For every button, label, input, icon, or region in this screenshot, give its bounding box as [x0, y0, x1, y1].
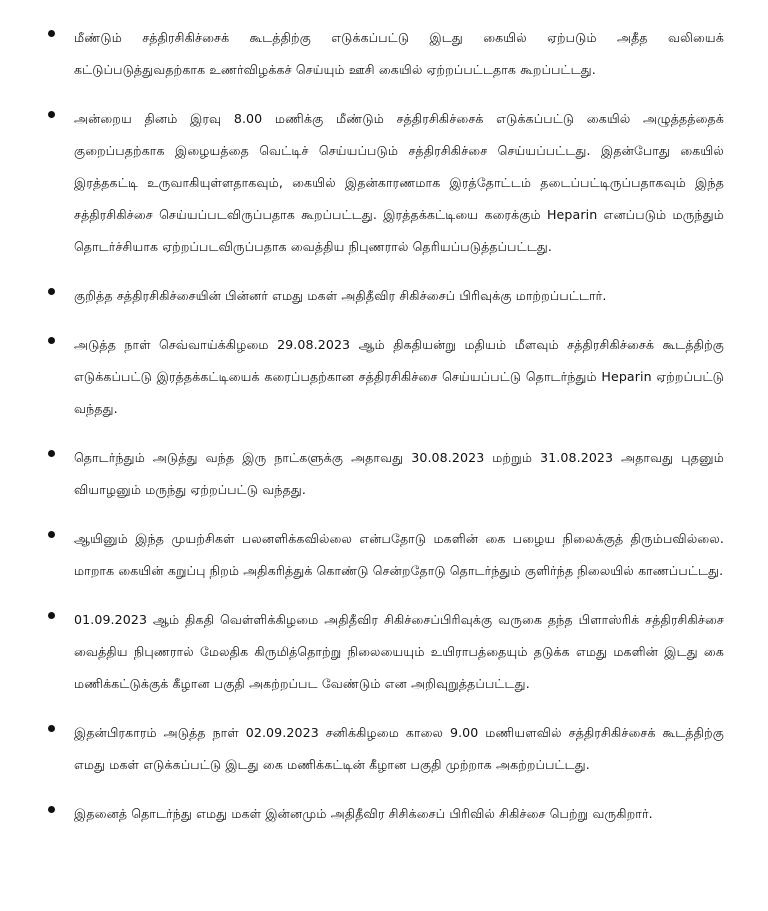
- paragraph-text: 01.09.2023 ஆம் திகதி வெள்ளிக்கிழமை அதிதீவிர சிகிச்சைப்பிரிவுக்கு வருகை தந்த பிளாஸ்ரிக் சத்திரசிகிச்சை வைத்திய நிபுணரால் மேலதிக கிருமித்தொற்று நிலையையும் உயிராபத்தையும் தடுக்க எமது மகளின் இடது கை மணிக்கட்டுக்குக் கீழான பகுதி அகற்றப்பட வேண்டும் என அறிவுறுத்தப்பட்டது.: [74, 612, 724, 691]
- list-item: [44, 280, 724, 312]
- bullet-icon: [48, 612, 55, 619]
- paragraph-text: இதன்பிரகாரம் அடுத்த நாள் 02.09.2023 சனிக்கிழமை காலை 9.00 மணியளவில் சத்திரசிகிச்சைக் கூடத்திற்கு எமது மகள் எடுக்கப்பட்டு இடது கை மணிக்கட்டின் கீழான பகுதி முற்றாக அகற்றப்பட்டது.: [74, 725, 724, 772]
- list-item: [44, 717, 724, 781]
- list-item: [44, 103, 724, 263]
- bullet-icon: [48, 337, 55, 344]
- paragraph-text: மீண்டும் சத்திரசிகிச்சைக் கூடத்திற்கு எடுக்கப்பட்டு இடது கையில் ஏற்படும் அதீத வலியைக் கட்டுப்படுத்துவதற்காக உணர்விழக்கச் செய்யும் ஊசி கையில் ஏற்றப்பட்டதாக கூறப்பட்டது.: [74, 30, 724, 77]
- list-item: [44, 329, 724, 425]
- paragraph-text: குறித்த சத்திரசிகிச்சையின் பின்னர் எமது மகள் அதிதீவிர சிகிச்சைப் பிரிவுக்கு மாற்றப்பட்டார்.: [74, 288, 607, 303]
- bullet-icon: [48, 30, 55, 37]
- bullet-list: [44, 22, 724, 830]
- bullet-icon: [48, 531, 55, 538]
- paragraph-text: தொடர்ந்தும் அடுத்து வந்த இரு நாட்களுக்கு அதாவது 30.08.2023 மற்றும் 31.08.2023 அதாவது புதனும் வியாழனும் மருந்து ஏற்றப்பட்டு வந்தது.: [74, 450, 724, 497]
- paragraph-text: ஆயினும் இந்த முயற்சிகள் பலனளிக்கவில்லை என்பதோடு மகளின் கை பழைய நிலைக்குத் திரும்பவில்லை. மாறாக கையின் கறுப்பு நிறம் அதிகரித்துக் கொண்டு சென்றதோடு தொடர்ந்தும் குளிர்ந்த நிலையில் காணப்பட்டது.: [74, 531, 724, 578]
- list-item: [44, 604, 724, 700]
- paragraph-text: அன்றைய தினம் இரவு 8.00 மணிக்கு மீண்டும் சத்திரசிகிச்சைக் எடுக்கப்பட்டு கையில் அழுத்தத்தைக் குறைப்பதற்காக இழையத்தை வெட்டிச் செய்யப்படும் சத்திரசிகிச்சை செய்யப்பட்டது. இதன்போது கையில் இரத்தகட்டி உருவாகியுள்ளதாகவும், கையில் இதன்காரணமாக இரத்தோட்டம் தடைப்பட்டிருப்பதாகவும் இந்த சத்திரசிகிச்சை செய்யப்படவிருப்பதாக கூறப்பட்டது. இரத்தக்கட்டியை கரைக்கும் Heparin எனப்படும் மருந்தும் தொடர்ச்சியாக ஏற்றப்படவிருப்பதாக வைத்திய நிபுணரால் தெரியப்படுத்தப்பட்டது.: [74, 111, 724, 254]
- list-item: [44, 442, 724, 506]
- bullet-icon: [48, 111, 55, 118]
- bullet-icon: [48, 288, 55, 295]
- list-item: [44, 22, 724, 86]
- bullet-icon: [48, 725, 55, 732]
- bullet-icon: [48, 806, 55, 813]
- bullet-icon: [48, 450, 55, 457]
- list-item: [44, 798, 724, 830]
- list-item: [44, 523, 724, 587]
- paragraph-text: இதனைத் தொடர்ந்து எமது மகள் இன்னமும் அதிதீவிர சிசிக்சைப் பிரிவில் சிகிச்சை பெற்று வருகிறார்.: [74, 806, 653, 821]
- paragraph-text: அடுத்த நாள் செவ்வாய்க்கிழமை 29.08.2023 ஆம் திகதியன்று மதியம் மீளவும் சத்திரசிகிச்சைக் கூடத்திற்கு எடுக்கப்பட்டு இரத்தக்கட்டியைக் கரைப்பதற்கான சத்திரசிகிச்சை செய்யப்பட்டு தொடர்ந்தும் Heparin ஏற்றப்பட்டு வந்தது.: [74, 337, 724, 416]
